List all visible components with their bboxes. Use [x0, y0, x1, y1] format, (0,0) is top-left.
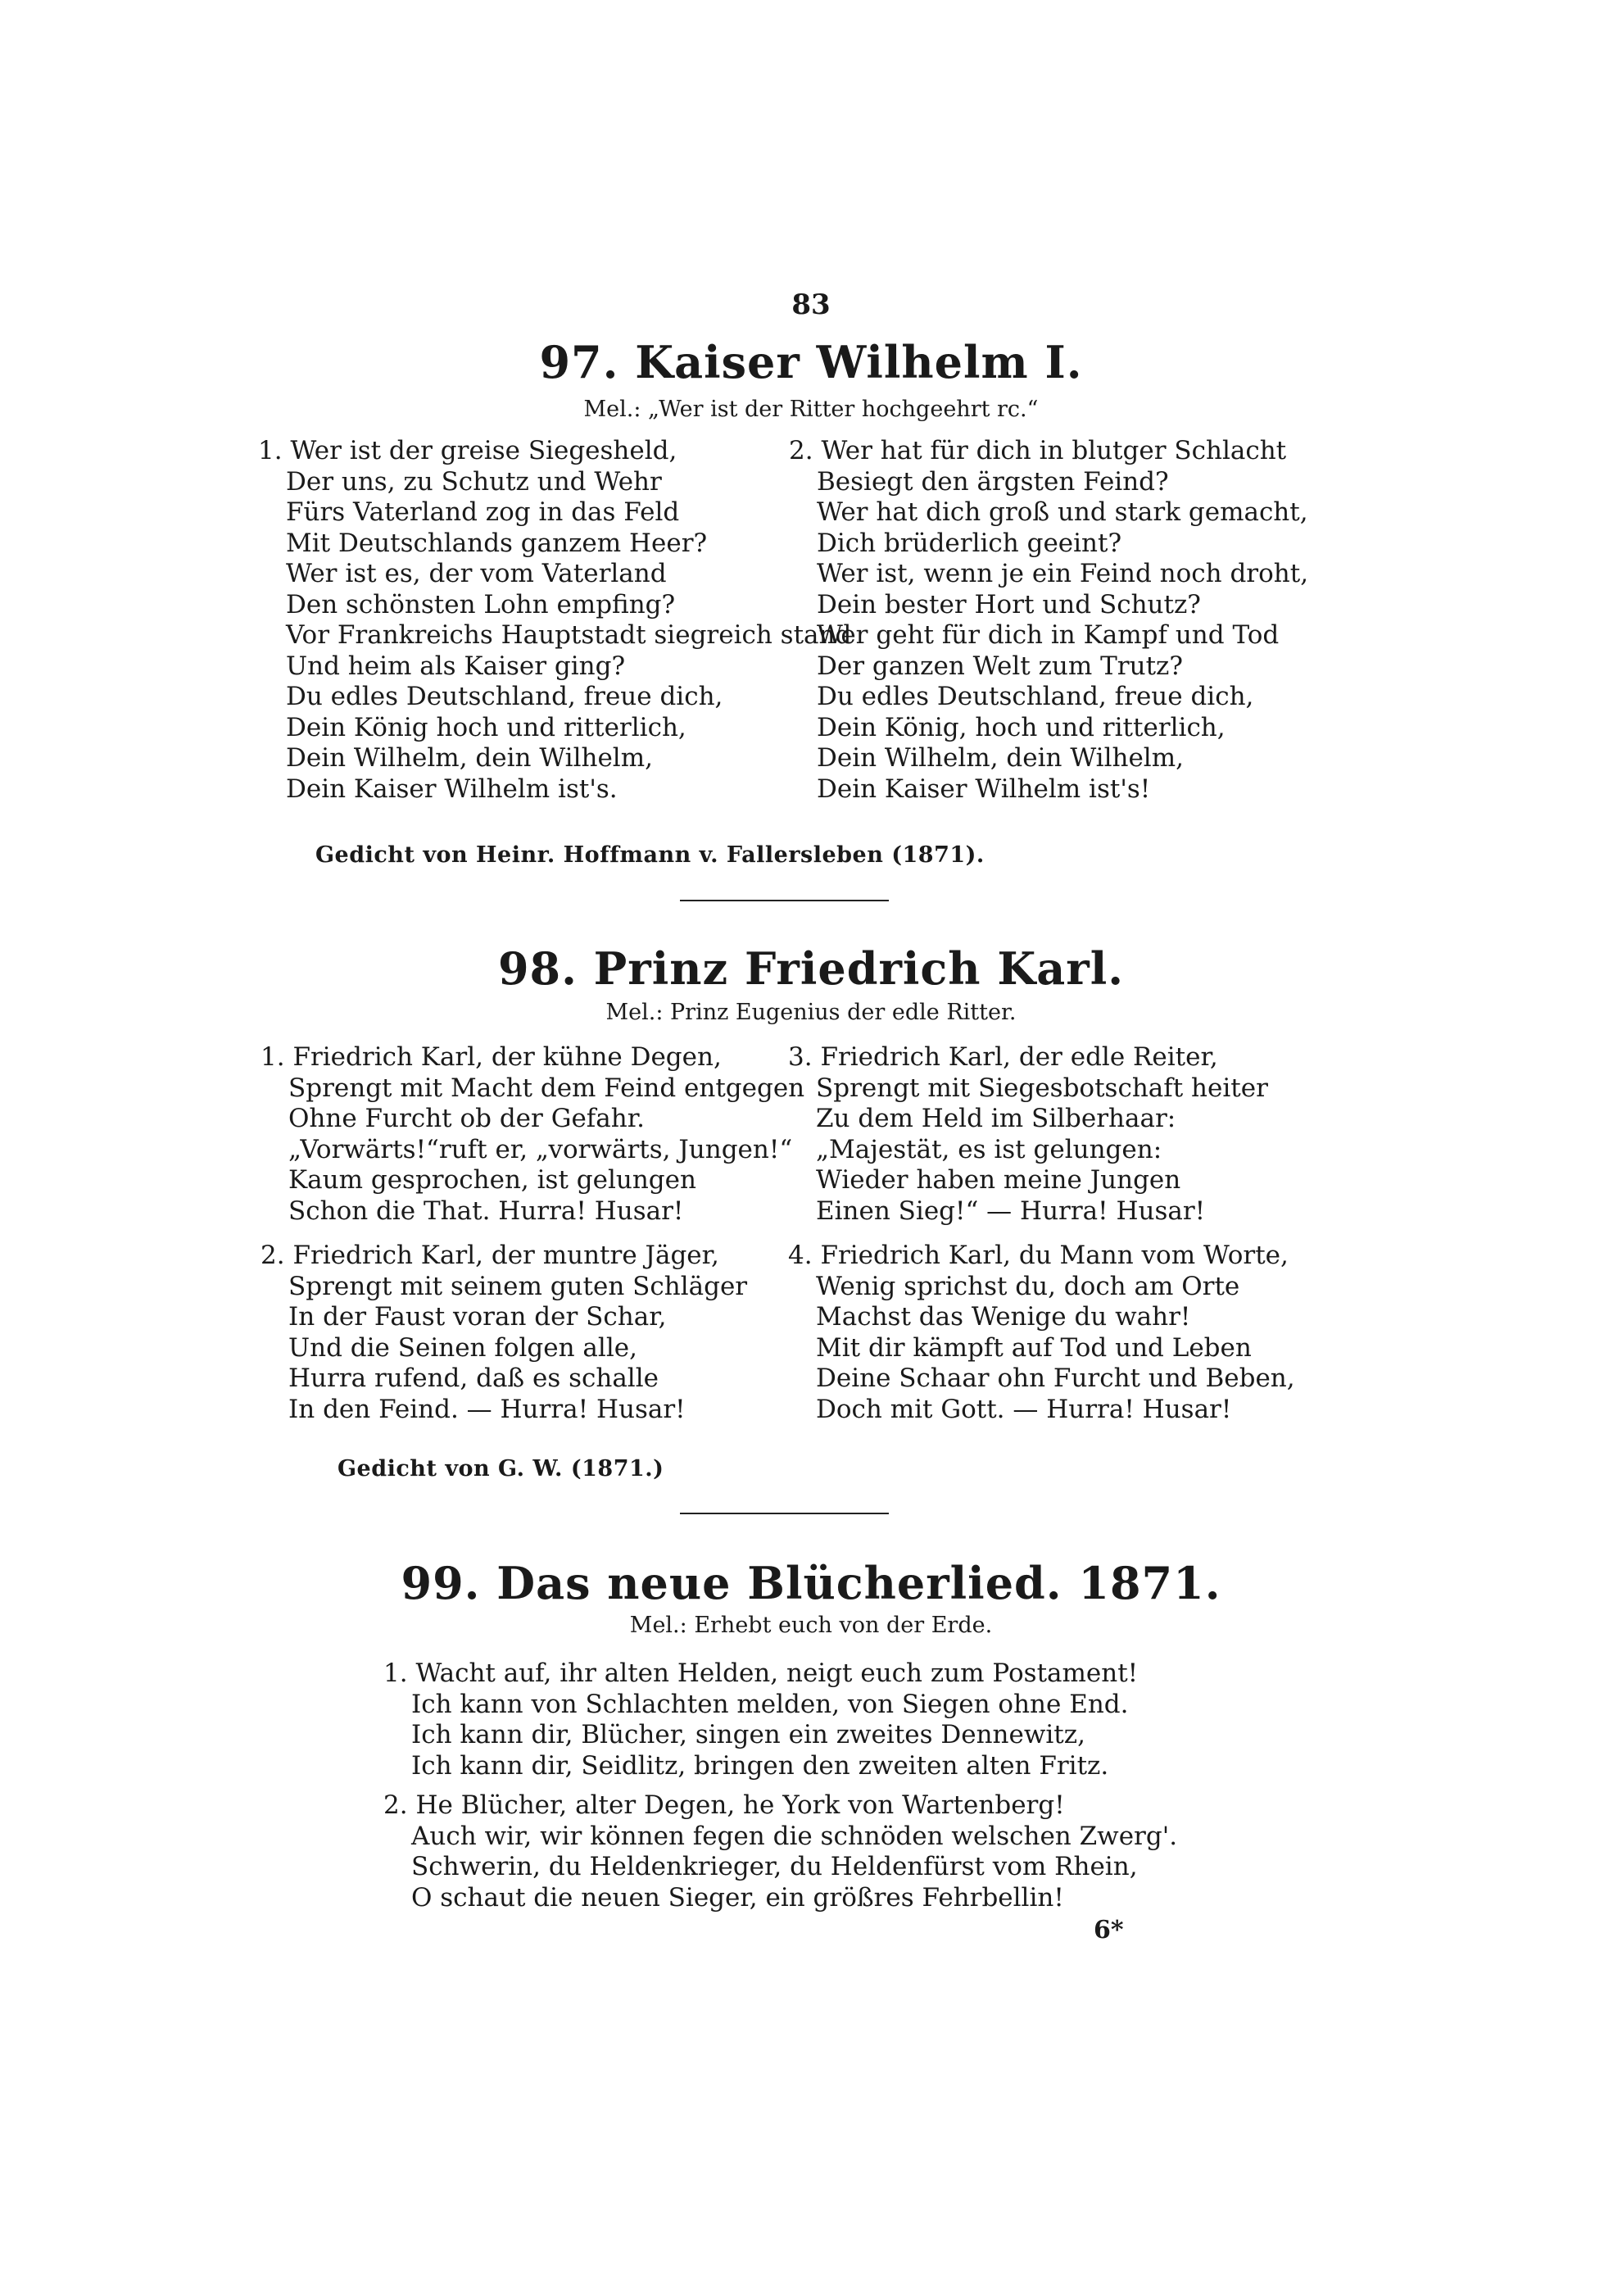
verse-line: Wer ist der greise Siegesheld, [290, 436, 677, 465]
verse-line: Und die Seinen folgen alle, [288, 1332, 637, 1363]
verse-line: Fürs Vaterland zog in das Feld [286, 497, 680, 527]
verse-line: Du edles Deutschland, freue dich, [286, 682, 723, 711]
verse-line: Besiegt den ärgsten Feind? [817, 466, 1169, 497]
verse-line: Sprengt mit Siegesbotschaft heiter [816, 1073, 1268, 1103]
poem-98-stanza-2 [261, 1241, 747, 1425]
poem-97-stanza-2 [789, 436, 1308, 805]
verse-line: Zu dem Held im Silberhaar: [816, 1104, 1176, 1133]
verse-line: Dein König, hoch und ritterlich, [817, 712, 1226, 742]
section-divider [680, 900, 889, 901]
verse-line: In der Faust voran der Schar, [288, 1302, 667, 1332]
verse-line: Wenig sprichst du, doch am Orte [816, 1271, 1240, 1301]
verse-line: In den Feind. — Hurra! Husar! [288, 1394, 686, 1424]
verse-line: Schon die That. Hurra! Husar! [288, 1196, 684, 1226]
verse-line: Hurra rufend, daß es schalle [288, 1364, 659, 1393]
verse-line: Dich brüderlich geeint? [817, 528, 1122, 558]
verse-line: Der uns, zu Schutz und Wehr [286, 466, 662, 497]
verse-line: Wacht auf, ihr alten Helden, neigt euch zum Postament! [415, 1658, 1139, 1688]
verse-line: Friedrich Karl, der muntre Jäger, [292, 1241, 719, 1270]
verse-line: Dein Wilhelm, dein Wilhelm, [286, 743, 653, 773]
verse-line: Sprengt mit Macht dem Feind entgegen [288, 1073, 805, 1103]
verse-line: Wieder haben meine Jungen [816, 1165, 1181, 1195]
verse-line: Doch mit Gott. — Hurra! Husar! [816, 1394, 1232, 1424]
verse-line: Friedrich Karl, der edle Reiter, [820, 1042, 1218, 1072]
poem-97-credit: Gedicht von Heinr. Hoffmann v. Fallersleben (1871). [315, 842, 985, 868]
verse-line: Mit Deutschlands ganzem Heer? [286, 528, 708, 558]
poem-98-stanza-1 [261, 1042, 804, 1227]
stanza-number: 1. [383, 1658, 408, 1688]
verse-line: Friedrich Karl, der kühne Degen, [292, 1042, 722, 1072]
verse-line: Dein Wilhelm, dein Wilhelm, [817, 743, 1184, 773]
verse-line: He Blücher, alter Degen, he York von Wartenberg! [415, 1790, 1065, 1820]
verse-line: Ich kann dir, Blücher, singen ein zweites Dennewitz, [411, 1720, 1085, 1749]
poem-98-stanza-3 [788, 1042, 1268, 1227]
stanza-number: 1. [258, 436, 283, 465]
section-divider [680, 1513, 889, 1514]
stanza-number: 2. [383, 1790, 408, 1820]
verse-line: Den schönsten Lohn empfing? [286, 589, 676, 619]
verse-line: Der ganzen Welt zum Trutz? [817, 651, 1183, 681]
verse-line: Wer hat dich groß und stark gemacht, [817, 497, 1308, 527]
verse-line: Und heim als Kaiser ging? [286, 651, 626, 681]
verse-line: „Majestät, es ist gelungen: [816, 1134, 1162, 1164]
verse-line: Ohne Furcht ob der Gefahr. [288, 1104, 645, 1133]
poem-99-melody: Mel.: Erhebt euch von der Erde. [629, 1613, 993, 1638]
stanza-number: 3. [788, 1042, 813, 1072]
verse-line: Ich kann dir, Seidlitz, bringen den zweiten alten Fritz. [411, 1750, 1109, 1781]
stanza-number: 2. [261, 1241, 285, 1270]
verse-line: Friedrich Karl, du Mann vom Worte, [820, 1241, 1289, 1270]
stanza-number: 2. [789, 436, 813, 465]
verse-line: Dein Kaiser Wilhelm ist's! [817, 774, 1151, 804]
signature-mark: 6* [1094, 1916, 1124, 1944]
verse-line: Dein Kaiser Wilhelm ist's. [286, 774, 618, 804]
poem-98-credit: Gedicht von G. W. (1871.) [338, 1456, 664, 1482]
poem-99-stanza-1 [383, 1658, 1138, 1781]
verse-line: Du edles Deutschland, freue dich, [817, 682, 1254, 711]
poem-98-melody: Mel.: Prinz Eugenius der edle Ritter. [605, 1000, 1017, 1025]
verse-line: Wer hat für dich in blutger Schlacht [821, 436, 1287, 465]
poem-98-title: 98. Prinz Friedrich Karl. [497, 942, 1125, 995]
verse-line: Auch wir, wir können fegen die schnöden welschen Zwerg'. [411, 1821, 1178, 1851]
verse-line: Schwerin, du Heldenkrieger, du Heldenfürst vom Rhein, [411, 1852, 1138, 1881]
page-number: 83 [791, 288, 831, 321]
poem-98-stanza-4 [788, 1241, 1295, 1425]
poem-97-melody: Mel.: „Wer ist der Ritter hochgeehrt rc.“ [583, 397, 1039, 422]
verse-line: Ich kann von Schlachten melden, von Siegen ohne End. [411, 1689, 1129, 1719]
verse-line: Kaum gesprochen, ist gelungen [288, 1165, 696, 1195]
verse-line: Vor Frankreichs Hauptstadt siegreich stand [286, 620, 852, 650]
poem-99-title: 99. Das neue Blücherlied. 1871. [401, 1557, 1221, 1609]
verse-line: Einen Sieg!“ — Hurra! Husar! [816, 1196, 1206, 1226]
verse-line: Mit dir kämpft auf Tod und Leben [816, 1332, 1252, 1363]
verse-line: „Vorwärts!“ruft er, „vorwärts, Jungen!“ [288, 1134, 793, 1164]
verse-line: Deine Schaar ohn Furcht und Beben, [816, 1364, 1295, 1393]
verse-line: Wer geht für dich in Kampf und Tod [817, 620, 1280, 650]
poem-97-stanza-1 [258, 436, 851, 805]
stanza-number: 1. [261, 1042, 285, 1072]
verse-line: Dein König hoch und ritterlich, [286, 712, 686, 742]
poem-97-title: 97. Kaiser Wilhelm I. [539, 336, 1083, 388]
stanza-number: 4. [788, 1241, 813, 1270]
verse-line: Wer ist, wenn je ein Feind noch droht, [817, 559, 1309, 588]
verse-line: Dein bester Hort und Schutz? [817, 589, 1201, 619]
verse-line: Machst das Wenige du wahr! [816, 1302, 1191, 1332]
verse-line: Sprengt mit seinem guten Schläger [288, 1271, 748, 1301]
verse-line: Wer ist es, der vom Vaterland [286, 559, 667, 588]
poem-99-stanza-2 [383, 1790, 1177, 1913]
verse-line: O schaut die neuen Sieger, ein größres Fehrbellin! [411, 1882, 1064, 1913]
